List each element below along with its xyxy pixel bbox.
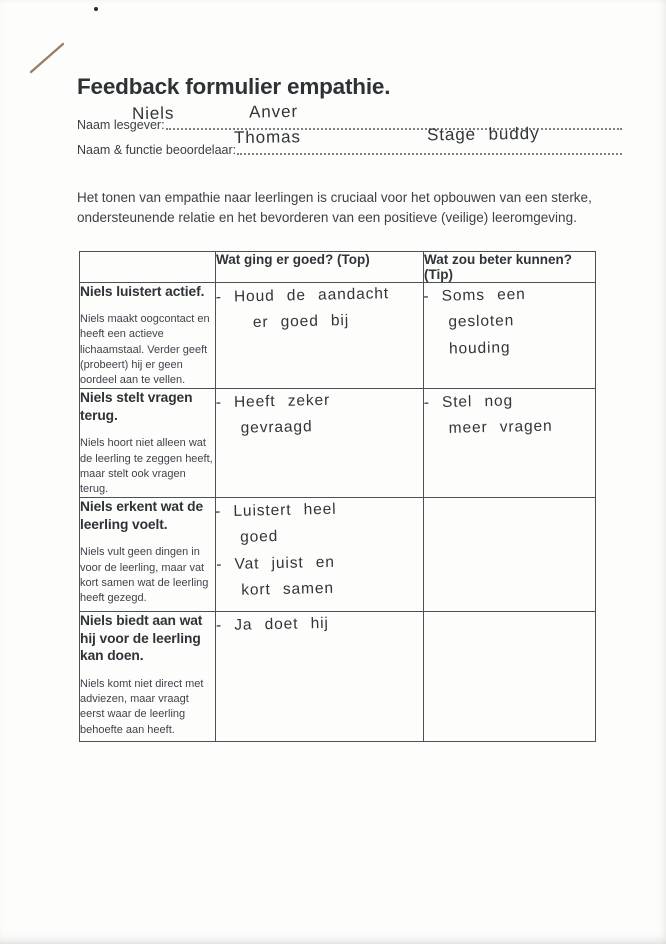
top-handwritten-answer: - Heeft zeker gevraagd (215, 391, 331, 438)
tip-handwritten-answer: - Stel nog meer vragen (423, 392, 553, 438)
header-tip-column: Wat zou beter kunnen? (Tip) (424, 251, 596, 282)
page-title: Feedback formulier empathie. (77, 74, 391, 99)
criterion-cell (80, 612, 216, 742)
criterion-title: Niels luistert actief. (80, 283, 205, 299)
teacher-handwritten-value: Niels Anver (131, 101, 299, 124)
ink-dot (94, 7, 98, 11)
header-criteria-empty (80, 251, 216, 282)
criterion-cell (80, 389, 216, 498)
table-row (80, 498, 596, 612)
assessor-label: Naam & functie beoordelaar: (77, 143, 237, 157)
criterion-cell (80, 282, 216, 389)
pen-stroke-mark (24, 38, 70, 78)
top-answer-cell (216, 612, 424, 742)
criterion-description: Niels komt niet direct met adviezen, maar vraagt eerst waar de leerling behoefte aan heeft. (80, 677, 204, 736)
top-answer-cell (216, 389, 424, 498)
table-row (80, 612, 596, 742)
dotted-line (237, 153, 622, 155)
criterion-title: Niels biedt aan wat hij voor de leerling kan doen. (80, 613, 203, 664)
tip-answer-cell (424, 282, 596, 389)
header-top-column: Wat ging er goed? (Top) (216, 251, 424, 282)
tip-answer-cell (424, 389, 596, 498)
tip-answer-cell (424, 498, 596, 612)
tip-answer-cell (424, 612, 596, 742)
feedback-table (79, 251, 596, 743)
table-row (80, 389, 596, 498)
top-answer-cell (216, 498, 424, 612)
intro-text: Het tonen van empathie naar leerlingen is cruciaal voor het opbouwen van een sterke, ondersteunende relatie en het bevorderen van een positieve (veilige) leeromgeving. (77, 190, 592, 226)
criterion-title: Niels erkent wat de leerling voelt. (80, 499, 204, 532)
criterion-description: Niels hoort niet alleen wat de leerling te zeggen heeft, maar stelt ook vragen terug. (80, 437, 213, 495)
criterion-description: Niels maakt oogcontact en heeft een actieve lichaamstaal. Verder geeft (probeert) hij er geen oordeel aan te vellen. (80, 313, 210, 386)
criterion-cell (80, 498, 216, 612)
assessor-handwritten-value: Thomas Stage buddy (233, 123, 540, 148)
top-handwritten-answer: - Ja doet hij (215, 614, 329, 635)
criterion-description: Niels vult geen dingen in voor de leerling, maar vat kort samen wat de leerling heeft gezegd. (80, 546, 209, 604)
table-header-row (80, 251, 596, 282)
criterion-title: Niels stelt vragen terug. (80, 390, 193, 423)
top-handwritten-answer: - Houd de aandacht er goed bij (215, 284, 390, 332)
top-answer-cell (216, 282, 424, 389)
form-content (77, 74, 622, 742)
tip-handwritten-answer: - Soms een gesloten houding (423, 285, 526, 358)
table-row (80, 282, 596, 389)
top-handwritten-answer: - Luistert heel goed - Vat juist en kort samen (214, 500, 337, 600)
teacher-label: Naam lesgever: (77, 118, 165, 132)
